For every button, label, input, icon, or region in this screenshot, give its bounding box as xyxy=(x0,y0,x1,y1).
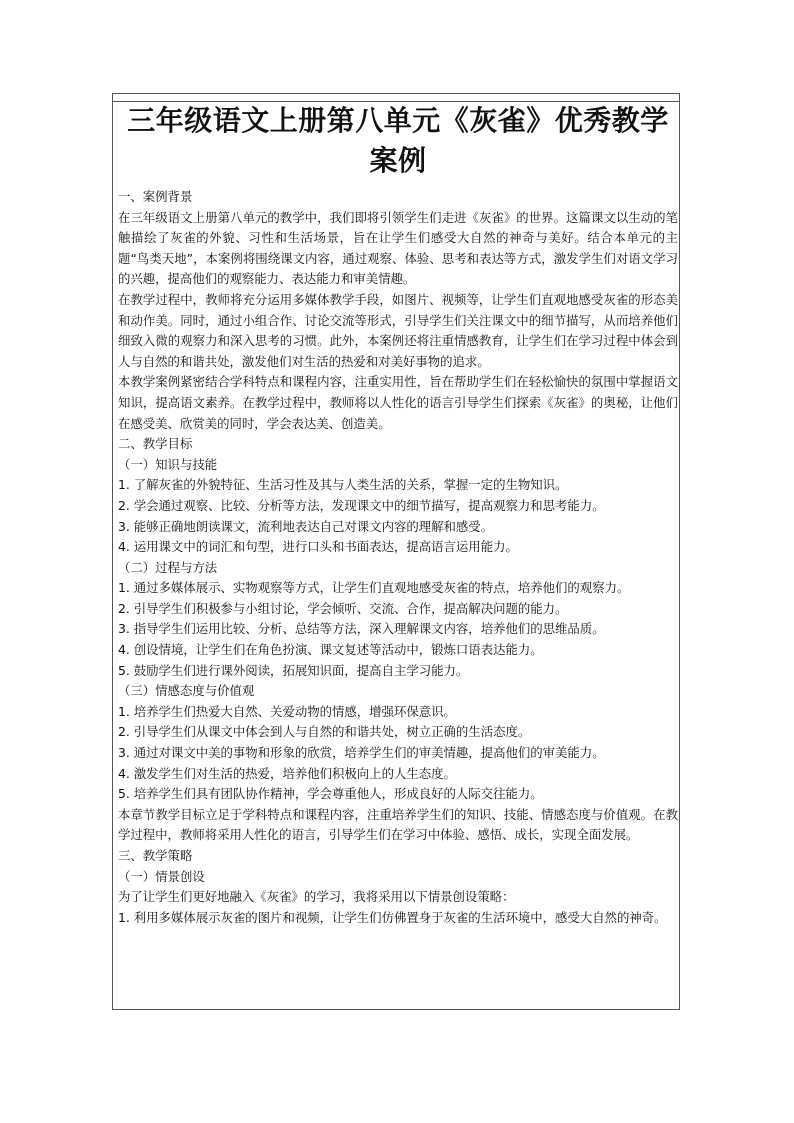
list-item: 1. 通过多媒体展示、实物观察等方式，让学生们直观地感受灰雀的特点，培养他们的观察力。 xyxy=(118,580,630,596)
list-item: 2. 引导学生们从课文中体会到人与自然的和谐共处，树立正确的生活态度。 xyxy=(118,724,531,740)
document-body xyxy=(118,101,678,928)
subsection-heading: （三）情感态度与价值观 xyxy=(118,683,255,699)
subsection-heading: （二）过程与方法 xyxy=(118,559,218,575)
section-heading: 三、教学策略 xyxy=(118,848,193,863)
list-item: 4. 创设情境，让学生们在角色扮演、课文复述等活动中，锻炼口语表达能力。 xyxy=(118,642,543,658)
list-item: 1. 了解灰雀的外貌特征、生活习性及其与人类生活的关系，掌握一定的生物知识。 xyxy=(118,477,568,493)
list-item: 4. 运用课文中的词汇和句型，进行口头和书面表达，提高语言运用能力。 xyxy=(118,539,518,555)
document-title: 三年级语文上册第八单元《灰雀》优秀教学案例 xyxy=(127,104,669,177)
list-item: 1. 培养学生们热爱大自然、关爱动物的情感，增强环保意识。 xyxy=(118,703,456,719)
list-item: 4. 激发学生们对生活的热爱，培养他们积极向上的人生态度。 xyxy=(118,765,456,781)
list-item: 3. 能够正确地朗读课文，流利地表达自己对课文内容的理解和感受。 xyxy=(118,518,494,534)
list-item: 2. 学会通过观察、比较、分析等方法，发现课文中的细节描写，提高观察力和思考能力。 xyxy=(118,497,605,513)
list-item: 3. 指导学生们运用比较、分析、总结等方法，深入理解课文内容，培养他们的思维品质。 xyxy=(118,621,605,637)
section-heading: 一、案例背景 xyxy=(118,189,193,204)
subsection-heading: （一）情景创设 xyxy=(118,868,205,884)
list-item: 5. 鼓励学生们进行课外阅读，拓展知识面，提高自主学习能力。 xyxy=(118,662,469,678)
section-heading: 二、教学目标 xyxy=(118,436,193,452)
list-item: 2. 引导学生们积极参与小组讨论，学会倾听、交流、合作，提高解决问题的能力。 xyxy=(118,600,568,616)
paragraph: 在教学过程中，教师将充分运用多媒体教学手段，如图片、视频等，让学生们直观地感受灰雀的形态美和动作美。同时，通过小组合作、讨论交流等形式，引导学生们关注课文中的细节描写，从而培养他们细致入微的观察力和深入思考的习惯。此外，本案例还将注重情感教育，让学生们在学习过程中体会到人与自然的和谐共处，激发他们对生活的热爱和对美好事物的追求。 xyxy=(118,291,678,369)
paragraph: 本教学案例紧密结合学科特点和课程内容，注重实用性，旨在帮助学生们在轻松愉快的氛围中掌握语文知识，提高语文素养。在教学过程中，教师将以人性化的语言引导学生们探索《灰雀》的奥秘，让他们在感受美、欣赏美的同时，学会表达美、创造美。 xyxy=(118,374,678,431)
list-item: 5. 培养学生们具有团队协作精神，学会尊重他人，形成良好的人际交往能力。 xyxy=(118,786,543,802)
paragraph: 本章节教学目标立足于学科特点和课程内容，注重培养学生们的知识、技能、情感态度与价值观。在教学过程中，教师将采用人性化的语言，引导学生们在学习中体验、感悟、成长，实现全面发展。 xyxy=(118,806,678,843)
paragraph: 在三年级语文上册第八单元的教学中，我们即将引领学生们走进《灰雀》的世界。这篇课文以生动的笔触描绘了灰雀的外貌、习性和生活场景，旨在让学生们感受大自然的神奇与美好。结合本单元的主题“鸟类天地”，本案例将围绕课文内容，通过观察、体验、思考和表达等方式，激发学生们对语文学习的兴趣，提高他们的观察能力、表达能力和审美情趣。 xyxy=(118,209,678,287)
list-item: 3. 通过对课文中美的事物和形象的欣赏，培养学生们的审美情趣，提高他们的审美能力。 xyxy=(118,745,605,761)
paragraph: 为了让学生们更好地融入《灰雀》的学习，我将采用以下情景创设策略： xyxy=(118,889,515,905)
list-item: 1. 利用多媒体展示灰雀的图片和视频，让学生们仿佛置身于灰雀的生活环境中，感受大自然的神奇。 xyxy=(118,909,667,925)
subsection-heading: （一）知识与技能 xyxy=(118,456,218,472)
